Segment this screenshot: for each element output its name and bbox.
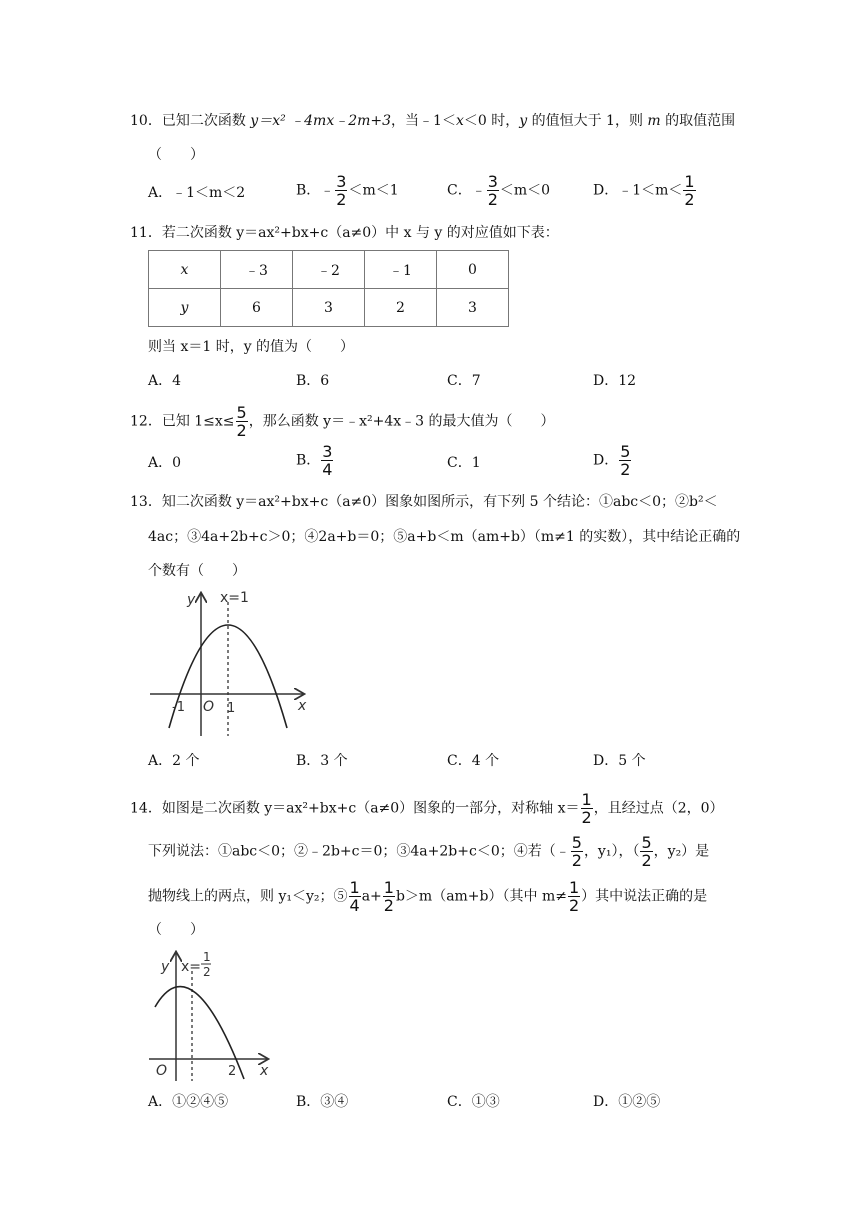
q10-text-6: 的值恒大于 1，则	[527, 113, 648, 129]
q14-answer-paren: （ ）	[148, 922, 204, 938]
q14-l3-fraction-1	[349, 879, 361, 914]
q10-text-2: ，当﹣1＜	[391, 113, 456, 129]
q12-option-d-label: D．	[593, 452, 619, 469]
q10-option-b-fraction	[335, 173, 347, 208]
origin-label: O	[156, 1063, 168, 1079]
x-axis-label: x	[298, 698, 307, 714]
y-axis-label: y	[187, 592, 196, 608]
q11-value-table	[148, 250, 509, 327]
q14-l3-text-a: 抛物线上的两点，则 y₁＜y₂；⑤	[148, 888, 348, 905]
table-cell: ﹣1	[365, 251, 437, 289]
q13-option-b: B．3 个	[296, 753, 348, 769]
q14-l1-num: 1	[581, 790, 592, 809]
tick-label-1: 1	[227, 701, 236, 716]
q10-option-c-fraction	[487, 173, 499, 208]
q14-l1-den: 2	[581, 808, 592, 827]
q12-text-2: ，那么函数 y＝﹣x²+4x﹣3 的最大值为（ ）	[248, 413, 555, 430]
q13-number: 13．	[130, 494, 162, 510]
table-cell: y	[149, 289, 221, 327]
q12-fraction	[236, 404, 248, 439]
q14-l1-text-a: 如图是二次函数 y＝ax²+bx+c（a≠0）图象的一部分，对称轴 x＝	[161, 800, 580, 817]
q12-frac-num: 5	[236, 403, 247, 422]
q10-option-d-label: D．	[593, 182, 619, 199]
q10-option-a-label: A．	[148, 185, 173, 201]
q10-c-den: 2	[487, 190, 498, 209]
origin-label: O	[203, 699, 215, 715]
q13-stem-line-2: 4ac；③4a+2b+c＞0；④2a+b＝0；⑤a+b＜m（am+b）（m≠1 的实数），其中结论正确的	[148, 529, 741, 545]
q12-option-d-fraction	[619, 443, 631, 478]
symmetry-axis-num: 1	[203, 950, 211, 964]
q14-l2-den-1: 2	[571, 851, 582, 870]
table-cell: 2	[365, 289, 437, 327]
q10-option-d	[593, 173, 697, 208]
symmetry-axis-den: 2	[203, 965, 211, 979]
q10-option-d-text: ﹣1＜m＜	[618, 182, 683, 199]
q12-option-b	[296, 443, 334, 478]
q14-parabola-graph	[145, 947, 275, 1087]
q11-text: 若二次函数 y＝ax²+bx+c（a≠0）中 x 与 y 的对应值如下表：	[161, 225, 559, 241]
q10-option-c-label: C．	[447, 182, 472, 199]
q10-var-y: y	[519, 113, 528, 129]
q14-l3-text-b: a+	[361, 888, 382, 905]
q14-l3-den-3: 2	[568, 896, 580, 915]
q13-stem-line-1	[130, 492, 718, 512]
q14-l3-num-2: 1	[383, 878, 394, 897]
q14-l2-fraction-2	[640, 834, 652, 869]
q12-option-b-label: B．	[296, 452, 321, 469]
q14-stem-line-2	[148, 834, 709, 869]
tick-label-neg1: -1	[172, 700, 185, 715]
q14-option-a: A．①②④⑤	[148, 1094, 229, 1110]
q14-option-c: C．①③	[447, 1094, 500, 1110]
q14-l1-fraction	[581, 791, 593, 826]
q10-option-a-text: ﹣1＜m＜2	[172, 185, 246, 201]
q13-option-c: C．4 个	[447, 753, 500, 769]
q14-l3-fraction-2	[383, 879, 395, 914]
table-row	[149, 289, 509, 327]
q14-stem-line-1	[130, 791, 724, 826]
q10-option-c-sign: ﹣	[471, 182, 486, 199]
q11-option-c: C．7	[447, 373, 481, 389]
q14-l1-text-b: ，且经过点（2，0）	[593, 800, 724, 817]
q10-option-c-text: ＜m＜0	[499, 182, 551, 199]
q10-text-8: 的取值范围	[660, 113, 736, 129]
q10-option-a	[148, 183, 245, 203]
q14-l3-den-1: 4	[349, 896, 360, 915]
q14-l3-num-1: 1	[349, 878, 360, 897]
table-cell: ﹣3	[221, 251, 293, 289]
q13-text-1: 知二次函数 y＝ax²+bx+c（a≠0）图象如图所示，有下列 5 个结论：①abc＜0；②b²＜	[161, 494, 718, 510]
q14-l2-num-2: 5	[641, 833, 652, 852]
q12-option-a: A．0	[148, 455, 182, 471]
q11-follow-up: 则当 x＝1 时，y 的值为（ ）	[148, 339, 355, 355]
q10-option-b-label: B．	[296, 182, 321, 199]
q14-l3-fraction-3	[568, 879, 580, 914]
q11-number: 11．	[130, 225, 162, 241]
tick-label-2: 2	[228, 1064, 237, 1079]
q10-option-b	[296, 173, 399, 208]
q10-option-b-text: ＜m＜1	[348, 182, 399, 199]
q14-l2-fraction-1	[571, 834, 583, 869]
q12-stem	[130, 404, 555, 439]
table-cell: 3	[437, 289, 509, 327]
q10-answer-paren: （ ）	[148, 147, 204, 163]
q14-option-b: B．③④	[296, 1094, 349, 1110]
q13-option-d: D．5 个	[593, 753, 646, 769]
table-row	[149, 251, 509, 289]
q12-option-b-fraction	[321, 443, 333, 478]
q10-b-num: 3	[336, 172, 347, 191]
q14-option-d: D．①②⑤	[593, 1094, 661, 1110]
q13-parabola-graph	[145, 588, 315, 738]
q14-l3-text-d: ）其中说法正确的是	[581, 888, 708, 905]
q12-b-den: 4	[322, 460, 333, 479]
q11-stem	[130, 223, 559, 243]
table-cell: 0	[437, 251, 509, 289]
q10-option-d-fraction	[683, 173, 695, 208]
q11-option-d: D．12	[593, 373, 637, 389]
q12-d-num: 5	[620, 442, 631, 461]
q10-text-1: 已知二次函数	[161, 113, 246, 129]
q12-text-1: 已知 1≤x≤	[161, 413, 235, 430]
symmetry-axis-label: x=1	[220, 590, 249, 606]
q14-l2-num-1: 5	[571, 833, 582, 852]
q10-var-x: x	[455, 113, 464, 129]
y-axis-label: y	[161, 959, 170, 975]
q10-option-b-sign: ﹣	[320, 182, 335, 199]
q11-option-b: B．6	[296, 373, 330, 389]
table-cell: ﹣2	[293, 251, 365, 289]
q12-d-den: 2	[620, 460, 631, 479]
q10-d-den: 2	[684, 190, 695, 209]
q10-d-num: 1	[684, 172, 695, 191]
q12-number: 12．	[130, 413, 162, 430]
q10-c-num: 3	[487, 172, 498, 191]
q12-b-num: 3	[322, 442, 333, 461]
q10-text-4: ＜0 时，	[463, 113, 520, 129]
q13-option-a: A．2 个	[148, 753, 200, 769]
q14-l2-text-c: ，y₂）是	[653, 843, 710, 860]
q10-b-den: 2	[336, 190, 347, 209]
q14-l2-den-2: 2	[641, 851, 652, 870]
q14-stem-line-3	[148, 879, 707, 914]
q12-frac-den: 2	[236, 421, 247, 440]
q14-l2-text-a: 下列说法：①abc＜0；②﹣2b+c＝0；③4a+2b+c＜0；④若（﹣	[148, 843, 570, 860]
q10-equation: y＝x² ﹣4mx﹣2m+3	[250, 113, 392, 129]
q11-option-a: A．4	[148, 373, 182, 389]
q10-option-c	[447, 173, 550, 208]
q10-stem	[130, 111, 735, 131]
q10-var-m: m	[647, 113, 661, 129]
q12-option-c: C．1	[447, 455, 481, 471]
q10-number: 10．	[130, 113, 162, 129]
q14-l3-text-c: b＞m（am+b）（其中 m≠	[395, 888, 567, 905]
q14-number: 14．	[130, 800, 162, 817]
table-cell: 6	[221, 289, 293, 327]
q14-l2-text-b: ，y₁），（	[583, 843, 640, 860]
q14-l3-num-3: 1	[568, 878, 580, 897]
q14-l3-den-2: 2	[383, 896, 394, 915]
table-cell: x	[149, 251, 221, 289]
x-axis-label: x	[260, 1063, 269, 1079]
q13-stem-line-3: 个数有（ ）	[148, 563, 246, 579]
table-cell: 3	[293, 289, 365, 327]
symmetry-axis-label: x=	[181, 959, 202, 975]
q12-option-d	[593, 443, 632, 478]
